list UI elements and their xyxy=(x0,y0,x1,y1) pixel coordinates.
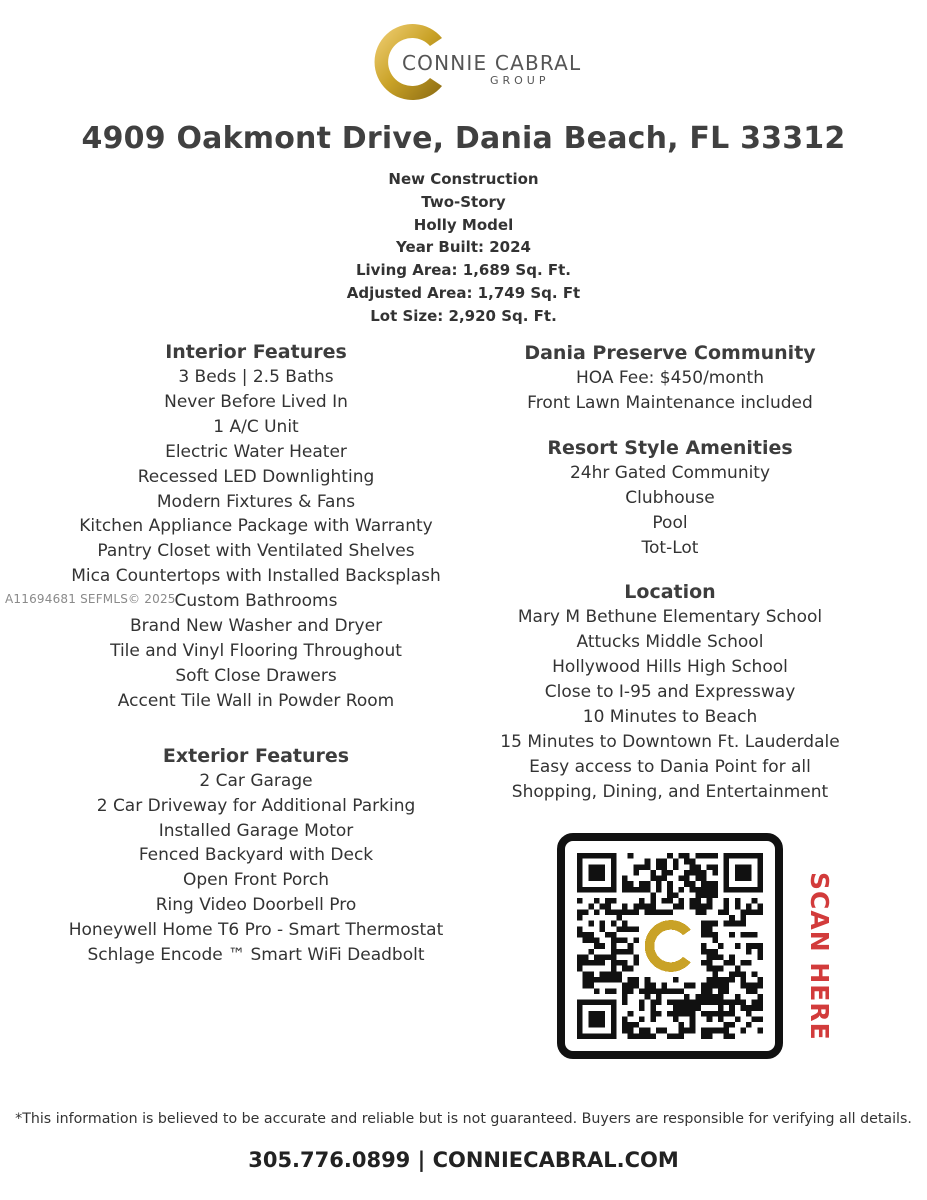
fact-line: Year Built: 2024 xyxy=(396,238,531,257)
interior-item: Modern Fixtures & Fans xyxy=(156,491,356,512)
exterior-item: 2 Car Garage xyxy=(199,770,313,791)
amenity-item: Clubhouse xyxy=(625,487,715,508)
fact-line: Adjusted Area: 1,749 Sq. Ft xyxy=(346,283,581,302)
amenity-item: Pool xyxy=(652,512,688,533)
interior-item: Brand New Washer and Dryer xyxy=(129,616,383,637)
fact-line: Living Area: 1,689 Sq. Ft. xyxy=(355,261,572,280)
fact-line: Holly Model xyxy=(413,215,514,234)
qr-code-icon xyxy=(577,853,763,1039)
interior-item: Never Before Lived In xyxy=(164,391,348,412)
interior-item: Recessed LED Downlighting xyxy=(137,466,375,487)
features-left-column xyxy=(28,339,484,968)
community-item: Front Lawn Maintenance included xyxy=(527,392,813,413)
location-heading: Location xyxy=(624,581,716,604)
community-item: HOA Fee: $450/month xyxy=(576,368,764,388)
exterior-item: Installed Garage Motor xyxy=(158,820,354,841)
exterior-item: 2 Car Driveway for Additional Parking xyxy=(96,795,416,816)
amenity-item: Tot-Lot xyxy=(641,537,699,558)
brand-name: CONNIE CABRAL xyxy=(402,51,582,75)
location-item: Attucks Middle School xyxy=(576,632,764,653)
brand-sub: GROUP xyxy=(489,74,550,87)
community-heading: Dania Preserve Community xyxy=(524,342,816,364)
location-item: 15 Minutes to Downtown Ft. Lauderdale xyxy=(500,731,840,752)
exterior-item: Schlage Encode ™ Smart WiFi Deadbolt xyxy=(87,945,425,966)
amenities-heading: Resort Style Amenities xyxy=(547,436,793,459)
location-item: Easy access to Dania Point for all xyxy=(529,756,811,777)
interior-item: Electric Water Heater xyxy=(165,441,347,462)
fact-line: Two-Story xyxy=(421,192,506,211)
interior-item: Accent Tile Wall in Powder Room xyxy=(117,690,395,711)
location-item: Mary M Bethune Elementary School xyxy=(517,607,823,628)
logo-wordmark xyxy=(402,52,581,88)
interior-heading: Interior Features xyxy=(165,341,347,363)
interior-item: Kitchen Appliance Package with Warranty xyxy=(79,516,433,537)
interior-item: Soft Close Drawers xyxy=(175,665,337,686)
amenity-item: 24hr Gated Community xyxy=(569,462,771,483)
disclaimer: *This information is believed to be accurate and reliable but is not guaranteed. Buyers are responsible for verifying all details. xyxy=(15,1111,912,1127)
scan-here-label: SCAN HERE xyxy=(805,872,834,1041)
contact-line[interactable]: 305.776.0899 | CONNIECABRAL.COM xyxy=(248,1148,679,1172)
fact-line: Lot Size: 2,920 Sq. Ft. xyxy=(370,306,557,325)
exterior-heading: Exterior Features xyxy=(162,744,350,767)
exterior-item: Open Front Porch xyxy=(183,870,329,891)
location-item: Close to I-95 and Expressway xyxy=(544,682,796,703)
location-item: 10 Minutes to Beach xyxy=(582,707,758,728)
exterior-item: Honeywell Home T6 Pro - Smart Thermostat xyxy=(68,920,444,941)
interior-item: Tile and Vinyl Flooring Throughout xyxy=(110,640,402,661)
interior-item: Mica Countertops with Installed Backsplash xyxy=(71,566,441,587)
features-right-column xyxy=(480,340,860,805)
property-address: 4909 Oakmont Drive, Dania Beach, FL 33312 xyxy=(81,121,846,156)
key-facts xyxy=(0,168,927,328)
interior-item: 3 Beds | 2.5 Baths xyxy=(178,367,334,387)
exterior-item: Ring Video Doorbell Pro xyxy=(155,895,357,916)
location-item: Hollywood Hills High School xyxy=(552,657,788,678)
fact-line: New Construction xyxy=(388,170,539,188)
exterior-item: Fenced Backyard with Deck xyxy=(138,845,374,866)
qr-code[interactable] xyxy=(557,833,783,1059)
interior-item: Pantry Closet with Ventilated Shelves xyxy=(97,541,415,562)
location-item: Shopping, Dining, and Entertainment xyxy=(511,781,829,802)
mls-watermark: A11694681 SEFMLS© 2025 xyxy=(5,592,176,606)
interior-item: Custom Bathrooms xyxy=(174,591,338,612)
interior-item: 1 A/C Unit xyxy=(213,416,299,437)
